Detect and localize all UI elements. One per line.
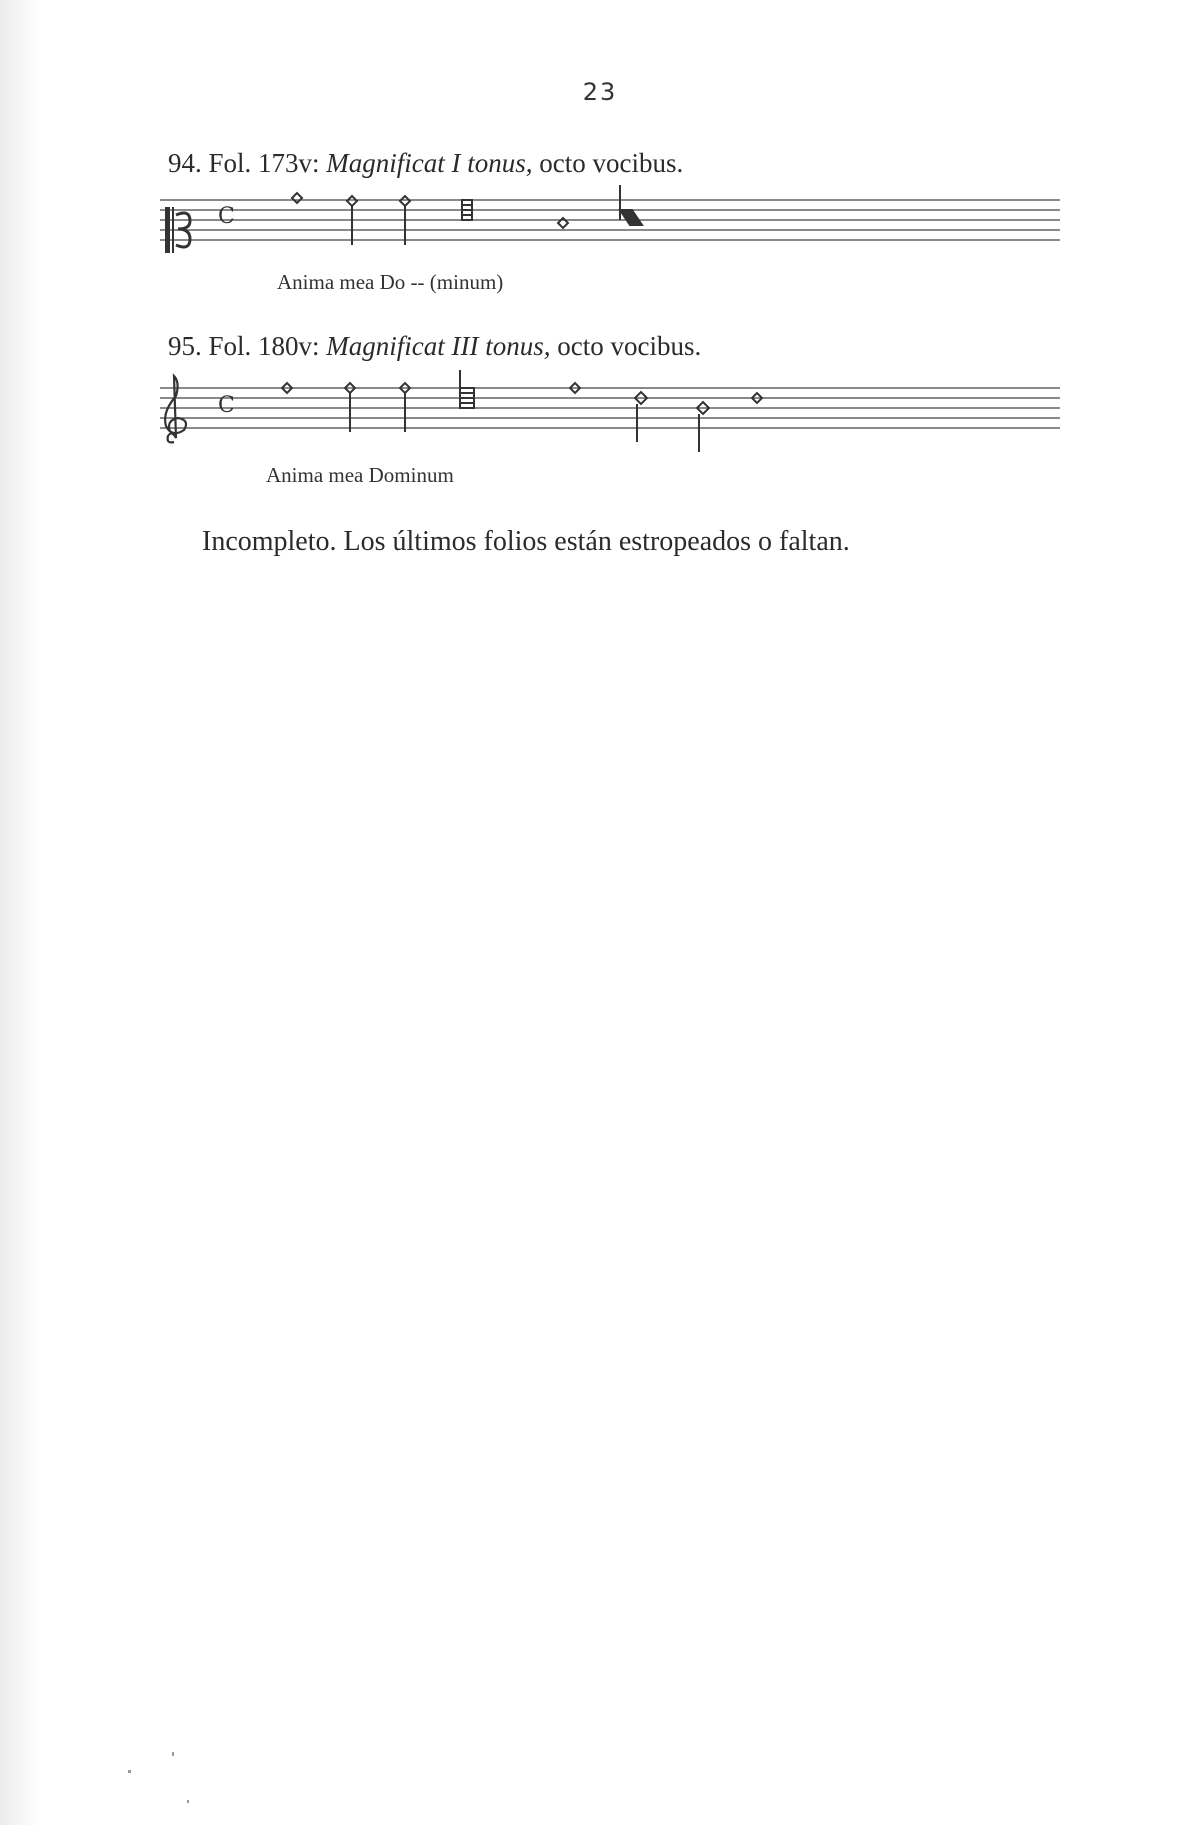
entry-heading-94: [168, 148, 683, 179]
minim-note-icon: [635, 392, 647, 442]
entry-heading-95: [168, 331, 701, 362]
staff-lines-94: [160, 200, 1060, 240]
scan-speck: [172, 1752, 174, 1756]
music-notes-94: [292, 185, 642, 245]
page-gutter-shadow: [0, 0, 40, 1825]
scan-speck: [128, 1770, 131, 1773]
music-notes-95: [282, 370, 762, 452]
entry-voices-94: octo vocibus.: [532, 148, 684, 178]
mensuration-sign-icon: C: [218, 204, 235, 229]
longa-note-icon: [462, 200, 472, 220]
staff-lines-95: [160, 388, 1060, 428]
entry-work-94: Magnificat I tonus,: [326, 148, 533, 178]
page-number: 23: [582, 78, 618, 106]
staff-95: [150, 370, 1070, 470]
scan-speck: [187, 1800, 189, 1803]
mensuration-sign-icon: C: [218, 393, 235, 418]
longa-note-icon: [460, 370, 474, 408]
incipit-text-94: Anima mea Do -- (minum): [277, 270, 504, 294]
entry-folio-95: 95. Fol. 180v:: [168, 331, 327, 361]
minim-note-icon: [697, 402, 709, 452]
incipit-text-95: Anima mea Dominum: [266, 463, 454, 487]
semibreve-note-icon: [292, 193, 302, 203]
entry-work-95: Magnificat III tonus,: [326, 331, 551, 361]
entry-folio-94: 94. Fol. 173v:: [168, 148, 327, 178]
closing-note: Incompleto. Los últimos folios están estropeados o faltan.: [202, 526, 850, 557]
custos-note-icon: [620, 185, 642, 225]
g-clef-icon: [165, 376, 186, 442]
entry-voices-95: octo vocibus.: [550, 331, 702, 361]
